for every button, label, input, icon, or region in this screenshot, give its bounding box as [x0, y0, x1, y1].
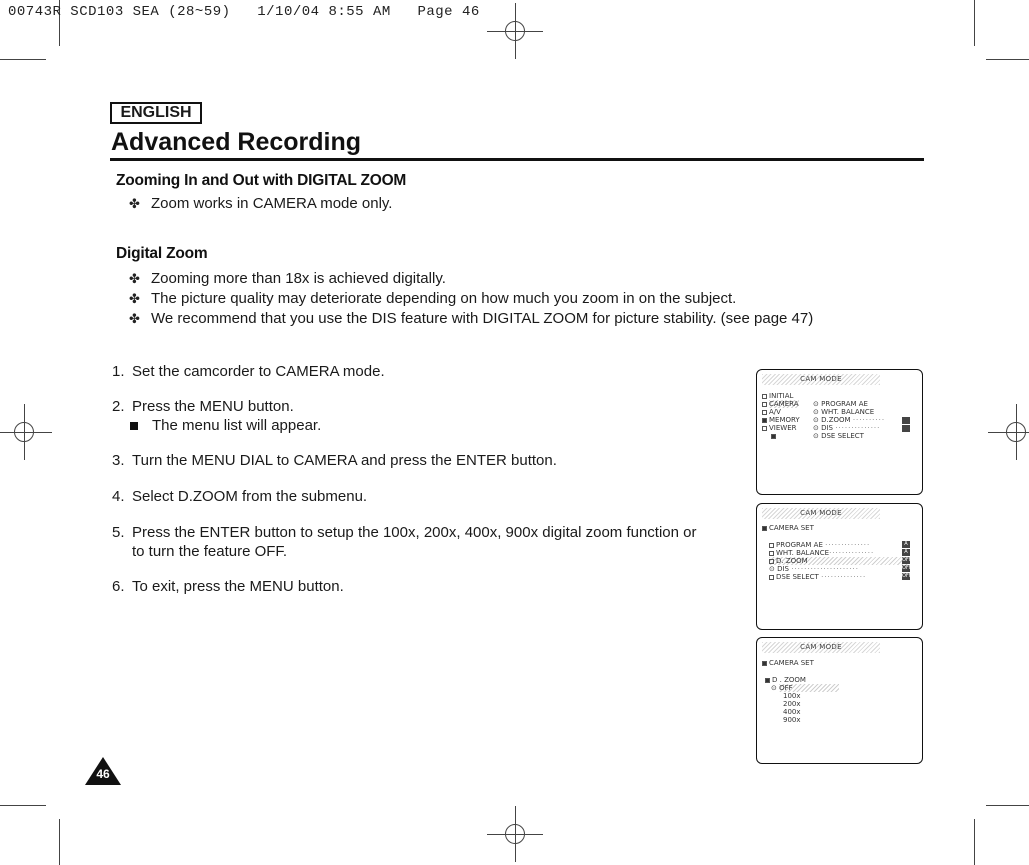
step-2-sub: The menu list will appear. — [130, 417, 321, 434]
status-badge — [902, 425, 910, 432]
zoom-option-100x: 100x — [783, 692, 801, 700]
folder-icon — [762, 418, 767, 423]
setting-dse-select: DSE SELECT ·············· — [769, 573, 866, 581]
bullet-icon: ✤ — [129, 195, 140, 211]
step-5: 5. Press the ENTER button to setup the 100x, 200x, 400x, 900x digital zoom function or — [112, 524, 697, 541]
menu-item-camera: CAMERA — [762, 400, 799, 408]
menu-screen-2 — [756, 503, 923, 630]
bullet-text: Zooming more than 18x is achieved digitally. — [151, 270, 446, 287]
folder-icon — [762, 402, 767, 407]
setting-dis: ⊙ DIS ····················· — [769, 565, 859, 573]
status-badge — [902, 417, 910, 424]
folder-icon — [762, 410, 767, 415]
bullet-item — [129, 270, 446, 287]
bullet-icon: ✤ — [129, 290, 140, 306]
folder-icon — [762, 426, 767, 431]
zoom-option-900x: 900x — [783, 716, 801, 724]
zoom-option-400x: 400x — [783, 708, 801, 716]
setting-program-ae: PROGRAM AE ·············· — [769, 541, 870, 549]
bullet-item — [129, 195, 392, 212]
section-heading-digital-zoom-zooming: Zooming In and Out with DIGITAL ZOOM — [116, 172, 407, 189]
submenu-wht-balance: ⊙ WHT. BALANCE — [813, 408, 875, 416]
square-bullet-icon — [130, 422, 138, 430]
camera-icon — [762, 526, 767, 531]
camera-set-title: CAMERA SET — [762, 659, 814, 667]
crop-mark — [986, 59, 1029, 60]
print-header: 00743R SCD103 SEA (28~59) 1/10/04 8:55 AM Page 46 — [8, 4, 480, 20]
crop-mark — [59, 819, 60, 865]
submenu-dse-select: ⊙ DSE SELECT — [813, 432, 864, 440]
status-badge: OFF — [902, 565, 912, 571]
menu-item-av: A/V — [762, 408, 781, 416]
status-badge: A — [902, 541, 910, 548]
status-badge: OFF — [902, 573, 912, 579]
bullet-icon: ✤ — [129, 310, 140, 326]
step-1: 1. Set the camcorder to CAMERA mode. — [112, 363, 385, 380]
step-4: 4. Select D.ZOOM from the submenu. — [112, 488, 368, 505]
submenu-d-zoom: ⊙ D.ZOOM ·········· — [813, 416, 886, 424]
crop-mark — [986, 805, 1029, 806]
crop-mark — [974, 819, 975, 865]
menu-item-initial: INITIAL — [762, 392, 793, 400]
section-heading-digital-zoom: Digital Zoom — [116, 245, 208, 262]
exit-icon — [771, 432, 778, 440]
crop-mark — [0, 805, 46, 806]
status-badge: OFF — [902, 557, 912, 563]
status-badge: A — [902, 549, 910, 556]
step-5-cont: to turn the feature OFF. — [132, 543, 288, 560]
bullet-item — [129, 290, 736, 307]
language-label: ENGLISH — [110, 102, 202, 124]
step-3: 3. Turn the MENU DIAL to CAMERA and press the ENTER button. — [112, 452, 557, 469]
crop-mark — [0, 59, 46, 60]
bullet-item — [129, 310, 813, 327]
menu-item-memory: MEMORY — [762, 416, 800, 424]
step-6: 6. To exit, press the MENU button. — [112, 578, 344, 595]
zoom-option-200x: 200x — [783, 700, 801, 708]
page-number: 46 — [96, 767, 110, 781]
bullet-icon: ✤ — [129, 270, 140, 286]
menu-screen-1 — [756, 369, 923, 495]
camera-icon — [765, 678, 770, 683]
setting-d-zoom: D. ZOOM — [769, 557, 909, 565]
bullet-text: We recommend that you use the DIS feature with DIGITAL ZOOM for picture stability. (see page 47) — [151, 310, 814, 327]
menu-item-viewer: VIEWER — [762, 424, 796, 432]
screen-header: CAM MODE — [762, 508, 880, 519]
submenu-dis: ⊙ DIS ·············· — [813, 424, 881, 432]
bullet-text: The picture quality may deteriorate depending on how much you zoom in on the subject. — [151, 290, 737, 307]
setting-wht-balance: WHT. BALANCE·············· — [769, 549, 874, 557]
page-title: Advanced Recording — [111, 128, 362, 156]
camera-set-title: CAMERA SET — [762, 524, 814, 532]
step-2: 2. Press the MENU button. — [112, 398, 294, 415]
crop-mark — [974, 0, 975, 46]
menu-screen-3 — [756, 637, 923, 764]
d-zoom-title: D . ZOOM — [765, 676, 806, 684]
screen-header: CAM MODE — [762, 374, 880, 385]
submenu-program-ae: ⊙ PROGRAM AE — [813, 400, 868, 408]
camera-icon — [762, 661, 767, 666]
zoom-option-off: ⊙ OFF — [771, 684, 839, 692]
bullet-text: Zoom works in CAMERA mode only. — [151, 195, 393, 212]
title-rule — [110, 158, 924, 161]
screen-header: CAM MODE — [762, 642, 880, 653]
folder-icon — [762, 394, 767, 399]
